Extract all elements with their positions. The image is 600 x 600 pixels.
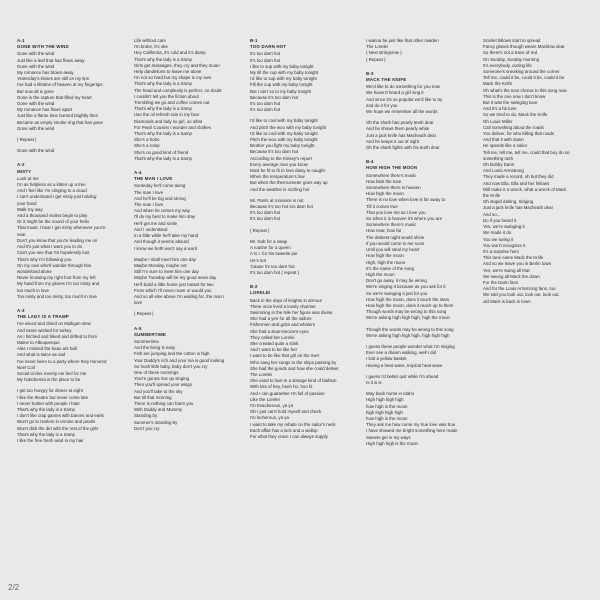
lyric-line: She used to love in a strange kind of fashion	[250, 378, 337, 384]
lyrics-column-4	[366, 38, 481, 455]
lyric-line: It's too darn hot	[250, 51, 281, 57]
lyric-line: Look at me	[17, 175, 39, 181]
lyric-line: We swung all Mack the down	[483, 273, 540, 279]
lyric-line: Just like a flame lone burned brightly then	[17, 113, 99, 119]
lyric-line: But now all is gone	[17, 88, 54, 94]
lyric-line: The man I love	[134, 202, 164, 208]
lyric-line: And so...	[483, 211, 501, 217]
lyric-line: Sweets get in my ways	[366, 434, 411, 440]
lyric-line: One of these mornings	[134, 369, 179, 375]
lyric-line: It's the name of the song	[366, 265, 414, 271]
lyric-line: This tune came Mack the Knife	[483, 255, 544, 261]
lyric-line: Because it's too hot too darn hot	[250, 204, 313, 210]
lyric-line: Gone with the wind	[17, 63, 55, 69]
song-section	[134, 326, 249, 432]
lyric-line: And for the Louis Armstrong fans, too	[483, 286, 556, 292]
lyric-line: I'd like to sup with my baby tonight	[250, 76, 317, 82]
lyric-line: Oh I just can't hold myself and check	[250, 409, 322, 415]
lyric-line: Scarlet billows start to spread	[483, 38, 541, 43]
lyric-line: And now Ella, Ella and her fellows	[483, 180, 550, 186]
lyric-line: And he'll be big and strong	[134, 195, 186, 201]
lyric-line: Each affair has a kick and a wallop	[250, 427, 318, 433]
lyric-line: And never wished for turkey	[17, 327, 72, 333]
lyric-line: near	[17, 231, 26, 237]
lyric-line: Became an empty smoke ring that has gone	[17, 119, 103, 125]
lyric-line: Until you will steal my heart	[366, 247, 420, 253]
lyric-line: I've never been to a party where they honored	[17, 358, 107, 364]
lyric-line: Because it's too darn hot	[250, 94, 299, 100]
lyric-line: My romance has flown apart	[17, 107, 73, 113]
lyric-line: The Lorelei	[366, 44, 388, 50]
lyric-line: I have showed me bright something here made	[366, 428, 458, 434]
lyric-line: Must be fit to fit to love daisy to caught	[250, 168, 325, 174]
lyric-line: Though the words may be wrong to this song	[366, 326, 454, 332]
lyric-line: Oh Bobby Darin	[483, 162, 515, 168]
track-number: A-4	[134, 170, 142, 176]
lyric-line: I want to take my rebate on the sailor's neck	[250, 421, 336, 427]
lyric-line: Yes, we're swing all that	[483, 267, 530, 273]
lyric-line: how high is the moon	[366, 403, 408, 409]
lyric-line: How high the moon	[366, 253, 404, 259]
lyric-line: Standing by	[134, 413, 158, 419]
lyric-line: I'd like to cool with my baby tonight	[250, 118, 318, 124]
lyric-line: Somewhere there's music	[366, 172, 417, 178]
lyric-line: Way back home in Idaho	[366, 391, 415, 397]
lyric-line: That's why the lady is a tramp	[17, 431, 75, 437]
lyric-line: It's too darn hot ( repeat )	[250, 269, 300, 275]
lyric-line: It's too darn hot	[250, 216, 281, 222]
lyric-line: How near, how far	[366, 228, 402, 234]
lyric-line: Or it might be the sound of your hello	[17, 219, 89, 225]
lyric-line: Still I'm sure to meet him one day	[134, 269, 199, 275]
lyric-line: And what is twice as sad	[17, 352, 66, 358]
lyric-line: and do it for you	[366, 102, 398, 108]
lyric-line: I don't like crap games with barons and earls	[17, 413, 104, 419]
lyric-line: Diamonds and lady so girl, so what	[134, 118, 203, 124]
lyric-line: She's a hobo	[134, 137, 160, 143]
lyric-line: That music I hear I get misty whenever you're	[17, 225, 106, 231]
song-section	[366, 38, 481, 63]
lyric-line: Yes, we're swinging it	[483, 224, 525, 230]
lyric-line: How high the moon, does it touch the stars	[366, 296, 450, 302]
lyric-line: We're asking high high high, high the moon	[366, 315, 450, 321]
lyric-line: My hand from my gloves I'm too misty and	[17, 281, 100, 287]
lyric-line: That's why the lady is a tramp	[17, 406, 75, 412]
lyric-line: Ever see a dream walking, well I did	[366, 350, 437, 356]
lyric-line: I lost a yellow basket	[366, 356, 407, 362]
lyrics-column-1	[17, 38, 132, 452]
lyric-line: High, high the moon	[366, 259, 406, 265]
lyric-line: Fishermen and gobs and whalers	[250, 322, 315, 328]
lyric-line: Just like a leaf that has flown away	[17, 57, 85, 63]
lyric-line: I guess I'd better quit while I'm ahead	[366, 373, 439, 379]
lyric-line: Trembling we go and coffee comes out	[134, 100, 210, 106]
lyric-line: I'm treacherous, ya ya	[250, 402, 294, 408]
lyric-line: Fish are jumping and the cotton is high	[134, 351, 210, 357]
lyric-line: Having a heat wave, tropical heat wave	[366, 362, 443, 368]
lyric-line: High high high is the moon	[366, 440, 418, 446]
song-section	[366, 159, 481, 447]
lyric-line: For Pearl Cousins I wonder and clothes	[134, 124, 211, 130]
lyric-line: the Knife	[483, 193, 501, 199]
song-title: LORELEI	[250, 290, 271, 296]
lyric-line: My hobohemia is the place to be	[17, 377, 81, 383]
lyric-line: Don't you know that you're leading me on	[17, 237, 98, 243]
lyric-line: That's why I'm following you	[17, 256, 72, 262]
lyric-line: I can't understand I get misty just holding	[17, 194, 97, 200]
lyric-line: He'll get me and smile	[134, 220, 178, 226]
lyric-line: Never knowing my right foot from my left	[17, 275, 96, 281]
lyric-line: We're singing it because as you ask for it	[366, 284, 446, 290]
lyric-line: It's too darn hot	[250, 57, 281, 63]
lyric-line: Tell me, could it be, could it be, could it be	[483, 75, 565, 81]
lyric-line: We hope we remember all the words	[366, 109, 438, 115]
lyric-line: ( Repeat )	[250, 227, 270, 233]
lyric-line: For the Darin fans	[483, 279, 519, 285]
song-title: SUMMERTIME	[134, 331, 167, 337]
lyric-line: They called her Lorelei	[250, 334, 295, 340]
lyric-line: your hand	[17, 200, 37, 206]
lyric-line: It's too darn hot	[250, 210, 281, 216]
lyric-line: Fancy gloves though wears Macklow dear	[483, 44, 565, 50]
lyric-line: We'd like to do something for you now	[366, 84, 440, 90]
lyric-line: Is it is is	[366, 379, 382, 385]
lyric-line: They made a record, oh but they did	[483, 174, 554, 180]
lyric-line: high high high high	[366, 409, 403, 415]
lyric-line: When the temperature's low	[250, 174, 305, 180]
lyric-line: Maybe Monday, maybe not	[134, 262, 187, 268]
lyrics-column-3	[250, 38, 365, 448]
lyric-line: You won't recognize it	[483, 242, 526, 248]
track-number: A-2	[17, 162, 25, 168]
lyric-line: The darkest night would shine	[366, 234, 425, 240]
lyric-line: Till it comes true	[366, 203, 398, 209]
lyric-line: Every average man you know	[250, 161, 308, 167]
song-title: THE MAN I LOVE	[134, 176, 173, 182]
lyric-line: Summer's standing by	[134, 419, 178, 425]
lyric-line: And he keeps it out of sight	[366, 138, 419, 144]
lyric-line: From which I'll never roam or would you	[134, 287, 212, 293]
song-title: GONE WITH THE WIND	[17, 44, 69, 50]
lyric-line: Like the Lorelei	[250, 396, 280, 402]
lyric-line: How faint the tune	[366, 178, 402, 184]
lyric-line: Gone with the wind	[17, 148, 55, 154]
lyric-line: Oh what's the next chorus to this song now	[483, 87, 567, 93]
lyric-line: Too misty and too misty, too much in love	[17, 293, 97, 299]
lyric-line: Oh Louie Miller	[483, 118, 513, 124]
lyric-line: Walk my way	[17, 206, 43, 212]
lyric-line: That's why the lady is a tramp	[134, 131, 192, 137]
lyric-line: Do if you heard it	[483, 217, 517, 223]
lyric-line: It's a surprise hero	[483, 248, 519, 254]
lyric-line: I like the theatre but never come late	[17, 394, 89, 400]
lyric-line: That's why the lady is a tramp	[134, 106, 192, 112]
lyric-line: We told you look out, look out, look out,	[483, 292, 560, 298]
lyric-line: Don't you cry	[134, 425, 160, 431]
lyric-line: I never bother with people I hate	[17, 400, 80, 406]
track-number: B-3	[366, 70, 374, 76]
song-section	[17, 162, 132, 299]
lyric-line: The man I love	[134, 189, 164, 195]
lyric-line: Girls get massages, they cry and they moan	[134, 62, 220, 68]
lyric-line: Who sang her songs to the ships passing by	[250, 359, 337, 365]
lyric-line: I'm as helpless as a kitten up a tree	[17, 182, 86, 188]
song-title: HOW HIGH THE MOON	[366, 165, 418, 171]
lyric-line: He'll build a little home just meant for two	[134, 281, 214, 287]
lyric-line: I'm lecherous, ya ya	[250, 415, 289, 421]
lyric-line: There once lived a lovely charmer	[250, 303, 316, 309]
lyric-line: And since it's so popular we'd like to try	[366, 96, 443, 102]
lyric-line: Someone's sneaking around the corner	[483, 69, 560, 75]
lyric-line: You're gonna rise up singing	[134, 376, 190, 382]
lyric-line: Alas I missed the beau ark ball	[17, 346, 77, 352]
lyric-line: So when it is heaven it's where you are	[366, 216, 443, 222]
lyric-line: And a thousand violins begin to play	[17, 213, 88, 219]
lyric-line: Gone with the wind	[17, 125, 55, 131]
lyric-line: We're asking high high high, high high high	[366, 332, 450, 338]
lyric-line: And I understand	[134, 226, 168, 232]
lyric-line: High the moon	[366, 271, 395, 277]
lyric-line: And I can guarantee I'm full of passion	[250, 390, 325, 396]
lyric-line: Back in the days of knights in armour	[250, 297, 322, 303]
lyric-line: Maine to Albuquerque	[17, 339, 60, 345]
lyric-line: There is no love when love is far away to	[366, 197, 446, 203]
lyric-line: She's no good kind of friend	[134, 149, 189, 155]
track-number: A-5	[134, 325, 142, 331]
lyric-line: I guess these people wonder what I'm singing	[366, 343, 455, 349]
lyric-line: Somewhere there's music	[366, 222, 417, 228]
song-section	[483, 38, 598, 305]
lyric-line: And he shows them pearly white	[366, 126, 430, 132]
song-section	[250, 38, 365, 276]
lyric-line: Fill the cup with my baby tonight	[250, 82, 313, 88]
lyric-line: That's why the lady is a tramp	[134, 155, 192, 161]
lyric-line: High high high high	[366, 397, 404, 403]
lyric-line: Maybe I shall meet him one day	[134, 256, 196, 262]
lyric-line: Hey California, it's cold and it's damp	[134, 50, 206, 56]
lyric-line: And I want to be like her	[250, 347, 298, 353]
lyric-line: Won't dish the dirt with the rest of the girls	[17, 425, 99, 431]
track-number: B-1	[250, 38, 258, 43]
lyric-line: I'll do my best to make him stay	[134, 214, 196, 220]
lyric-line: They ask me how come my true love was true	[366, 422, 456, 428]
lyric-line: With Daddy and Mummy	[134, 407, 183, 413]
track-number: A-1	[17, 38, 25, 43]
lyric-line: Your Daddy's rich and your ma is good looking	[134, 357, 225, 363]
lyric-line: I wanna be just like that other maiden	[366, 38, 439, 43]
lyric-line: According to the Kinsey's report	[250, 155, 312, 161]
lyric-line: And when he comes my way	[134, 208, 190, 214]
lyric-line: But when the thermometer goes way up	[250, 180, 328, 186]
lyric-line: You deliver, for who killing that roads	[483, 131, 555, 137]
lyric-line: Mr. Gob for a swap	[250, 238, 288, 244]
lyric-line: Social circles merely me feel for me	[17, 370, 87, 376]
lyric-line: But till that morning	[134, 394, 172, 400]
lyric-line: That's why the lady is a tramp	[134, 56, 192, 62]
lyric-line: So we tried to do, Mack the Knife	[483, 112, 548, 118]
lyrics-column-2	[134, 38, 249, 440]
page-number: 2/2	[8, 583, 20, 592]
lyric-line: Noel Coil	[17, 364, 35, 370]
lyric-line: Summertime	[134, 338, 159, 344]
lyric-line: Gone is the rapture that filled my heart	[17, 94, 92, 100]
lyric-line: We made it do	[483, 230, 512, 236]
lyric-line: She had a slow-innocent eyes	[250, 328, 309, 334]
lyric-line: My romance has blown away	[17, 70, 74, 76]
lyric-line: old Mack is back in town	[483, 298, 531, 304]
song-section	[17, 308, 132, 444]
lyric-line: Then you'll spread your wings	[134, 382, 192, 388]
lyric-line: And though it seems absurd	[134, 239, 189, 245]
song-title: THE LADY IS A TRAMP	[17, 314, 69, 320]
lyric-line: Because it's too darn hot	[250, 149, 299, 155]
lyric-line: You we swing it	[483, 236, 514, 242]
lyric-line: There is nothing can harm you	[134, 400, 194, 406]
lyric-line: And it's just what I want you to do	[17, 244, 83, 250]
lyric-line: Tell me, tell me, tell me, could that boy do so	[483, 149, 570, 155]
lyric-line: 'Cause it's too darn hot	[250, 263, 295, 269]
lyric-line: Won't go to Harlem in ermine and pearls	[17, 419, 96, 425]
lyric-line: Can't you see that I'm hopelessly lost	[17, 250, 90, 256]
lyric-line: Call something about the roads	[483, 124, 544, 130]
lyric-line: ( Repeat )	[366, 56, 386, 62]
track-number: B-4	[366, 159, 374, 165]
lyric-line: I like the free fresh wind in my hair	[17, 437, 84, 443]
lyric-line: I'm not so hard but my shape is my own	[134, 75, 212, 81]
lyric-line: The head and complexity is perfect, no doubt	[134, 87, 222, 93]
lyric-line: How high the moon	[366, 191, 404, 197]
lyric-line: love	[134, 300, 143, 306]
lyric-line: Brother you fight my baby tonight	[250, 143, 315, 149]
lyric-line: On Sunday, Sunday morning	[483, 56, 540, 62]
lyric-line: ( Repeat )	[17, 137, 37, 143]
lyric-line: And so all else above I'm waiting for, the man I	[134, 293, 225, 299]
lyric-line: Just a jack knife has Macheath dear	[483, 205, 554, 211]
lyric-line: I get too hungry for dinner at eight	[17, 388, 83, 394]
lyric-line: Pitch the woo with my baby tonight	[250, 137, 318, 143]
lyric-line: Somewhere there is heaven	[366, 185, 421, 191]
lyric-line: She had a yen for all the sailors	[250, 316, 312, 322]
lyric-line: I like to sup with my baby tonight	[250, 63, 314, 69]
lyric-line: I want to be like that girl on the river	[250, 353, 320, 359]
lyric-line: wonderland alone	[17, 268, 52, 274]
lyric-line: how high is the moon	[366, 415, 408, 421]
lyric-line: If you would come to me soon	[366, 240, 425, 246]
lyric-line: ( Repeat )	[134, 311, 154, 317]
lyric-line: It's too darn hot	[250, 101, 281, 107]
lyric-line: So hush little baby, baby don't you cry	[134, 363, 208, 369]
lyric-line: Maybe Tuesday will be my good news day	[134, 275, 217, 281]
lyric-line: As I hitched and hiked and drifted to from	[17, 333, 98, 339]
lyric-line: And pitch the woo with my baby tonight	[250, 124, 327, 130]
lyric-line: This is the one now I don't know	[483, 93, 546, 99]
lyric-line: Oh the shark fights with his teeth dear	[366, 145, 440, 151]
lyric-line: Gone with the wind	[17, 51, 55, 57]
lyric-line: ( Next stringsrow )	[366, 50, 402, 56]
lyric-line: And it's a hit tune	[483, 106, 517, 112]
lyric-line: And the living is easy	[134, 345, 176, 351]
song-section	[134, 170, 249, 317]
lyric-line: On my own who'll wander through this	[17, 262, 92, 268]
lyric-line: Someday he'll come along	[134, 183, 186, 189]
lyric-line: With lots of hey, heeh ho, hoo hi	[250, 384, 313, 390]
lyric-line: Though words may be wrong to this song	[366, 309, 447, 315]
lyric-line: Just a jack knife has Macheath dear	[366, 132, 437, 138]
lyric-line: He's not	[250, 257, 266, 263]
lyric-line: I'd like to cool with my baby tonight	[250, 130, 318, 136]
track-number: A-3	[17, 307, 25, 313]
lyric-line: Use the oil refresh rain in my face	[134, 112, 200, 118]
song-section	[17, 38, 132, 154]
lyric-line: Oh the shark has pearly teeth dear	[366, 120, 434, 126]
lyric-line: For what they crave I can always supply	[250, 433, 328, 439]
lyric-line: He spends like a sailor	[483, 143, 528, 149]
lyric-line: And Louis Armstrong	[483, 168, 524, 174]
lyric-line: So we're swinging it just for you	[366, 290, 428, 296]
lyric-line: It's too darn hot	[250, 107, 281, 113]
lyric-line: So there's not a trace of red	[483, 50, 538, 56]
lyric-line: She created quite a stink	[250, 340, 299, 346]
lyric-line: I know we both won't say a word	[134, 245, 198, 251]
lyric-line: Mr. Pants at romance is not	[250, 197, 304, 203]
lyric-line: And so we leave you in Berlin town	[483, 261, 552, 267]
lyric-line: I'm broke, it's oke	[134, 44, 168, 50]
song-title: MISTY	[17, 168, 32, 174]
lyric-line: too much in love	[17, 287, 49, 293]
lyric-line: How high the moon, does it reach up to them	[366, 302, 454, 308]
lyric-line: Mack the Knife	[483, 81, 513, 87]
lyric-line: And you'll take to the sky	[134, 388, 183, 394]
lyric-line: A G.I. for his sweetie pie	[250, 251, 298, 257]
lyric-line: I couldn't tell you the fiction about	[134, 93, 199, 99]
lyric-line: That's why the lady is a tramp	[134, 81, 192, 87]
lyric-line: Don't go away, it may be wrong	[366, 278, 427, 284]
lyric-line: We haven't heard a girl sing it	[366, 90, 424, 96]
lyric-line: And the weather is sizzling hot	[250, 186, 310, 192]
lyric-line: She's a romp	[134, 143, 160, 149]
song-section	[250, 284, 365, 440]
lyric-line: That you love me as I love you	[366, 209, 426, 215]
lyric-line: A routine for a queen	[250, 245, 291, 251]
lyric-line: My till the cup with my baby tonight	[250, 70, 319, 76]
lyric-line: Help dandelions to leave me alone	[134, 69, 202, 75]
lyric-line: I've had a lifetime of heaven at my fingertips	[17, 82, 103, 88]
lyric-line: But it was the swinging tune	[483, 100, 538, 106]
lyric-line: In a little while he'll take my hand	[134, 233, 199, 239]
lyric-line: Swimming in the Nile her figure was divine	[250, 309, 333, 315]
lyric-line: Yesterday's kisses are still on my lips	[17, 76, 89, 82]
lyric-line: Gone with the wind	[17, 101, 55, 107]
track-number: B-2	[250, 284, 258, 290]
lyrics-column-5	[483, 38, 598, 313]
lyric-line: And that it with down	[483, 137, 524, 143]
song-title: MACK THE KNIFE	[366, 77, 407, 83]
song-section	[134, 38, 249, 162]
lyric-line: And I feel like I'm clinging to a cloud	[17, 188, 87, 194]
lyric-line: She had the goods and how she could deliver	[250, 365, 339, 371]
lyric-line: Life without care	[134, 38, 166, 43]
song-section	[366, 71, 481, 151]
lyric-line: Oh stupid darling, Singing	[483, 199, 534, 205]
lyric-line: Will make it a wreck, what a wreck of Mack	[483, 186, 567, 192]
song-title: TOO DARN HOT	[250, 44, 287, 50]
lyric-line: something rash	[483, 155, 514, 161]
lyric-line: I've wined and dined on Mulligan stew	[17, 321, 91, 327]
lyric-line: But I ain't so to my baby tonight	[250, 88, 312, 94]
lyric-line: The Lorelei	[250, 371, 272, 377]
lyric-line: It's everybody, oozing life	[483, 62, 532, 68]
